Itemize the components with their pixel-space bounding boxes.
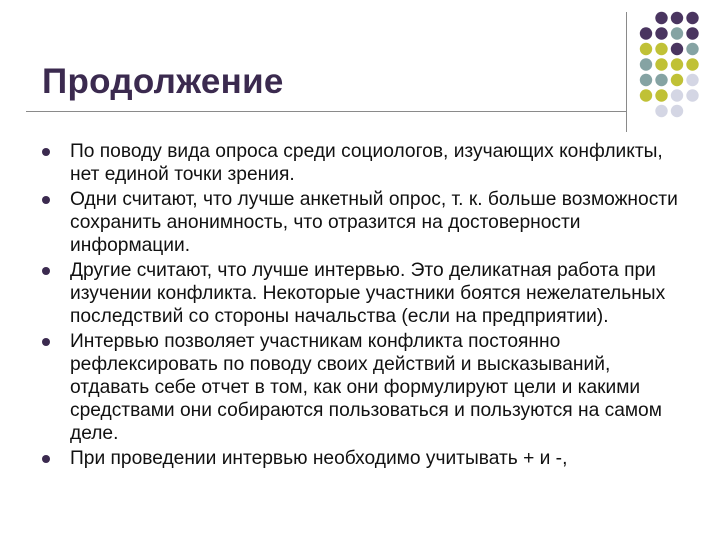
bullet-text: Другие считают, что лучше интервью. Это деликатная работа при изучении конфликта. Некоторые участники боятся нежелательных последствий со стороны начальства (если на предприятии). — [70, 260, 666, 327]
decorative-dot — [671, 74, 683, 86]
bullet-list — [42, 140, 692, 470]
decorative-dot — [640, 27, 652, 39]
bullet-icon — [42, 196, 50, 204]
decorative-dot — [655, 43, 667, 55]
decorative-dot — [640, 58, 652, 70]
bullet-text: Интервью позволяет участникам конфликта постоянно рефлексировать по поводу своих действий и высказываний, отдавать себе отчет в том, как они формулируют цели и какими средствами они собираются пользоваться и пользуются на самом деле. — [70, 331, 662, 444]
decorative-dot — [640, 43, 652, 55]
decorative-dot — [686, 89, 698, 101]
decorative-dot — [640, 74, 652, 86]
decorative-dot — [686, 74, 698, 86]
bullet-text: Одни считают, что лучше анкетный опрос, т. к. больше возможности сохранить анонимность, что отразится на достоверности информации. — [70, 189, 678, 256]
slide-title: Продолжение — [42, 62, 284, 101]
bullet-icon — [42, 148, 50, 156]
bullet-icon — [42, 267, 50, 275]
bullet-text: При проведении интервью необходимо учитывать + и -, — [70, 448, 568, 469]
decorative-dot — [655, 27, 667, 39]
bullet-item — [42, 140, 692, 186]
dot-grid-svg — [636, 10, 720, 120]
decorative-dot — [671, 58, 683, 70]
decorative-dot — [671, 105, 683, 117]
decorative-dot-grid — [636, 10, 720, 120]
decorative-dot — [671, 89, 683, 101]
bullet-icon — [42, 338, 50, 346]
bullet-item — [42, 188, 692, 257]
decorative-dot — [671, 27, 683, 39]
decorative-dot — [655, 12, 667, 24]
decorative-dot — [686, 43, 698, 55]
bullet-item — [42, 330, 692, 445]
decorative-dot — [686, 27, 698, 39]
decorative-dot — [640, 89, 652, 101]
horizontal-divider — [26, 111, 626, 112]
bullet-text: По поводу вида опроса среди социологов, изучающих конфликты, нет единой точки зрения. — [70, 141, 663, 185]
vertical-divider — [626, 12, 627, 132]
bullet-item — [42, 259, 692, 328]
decorative-dot — [686, 12, 698, 24]
decorative-dot — [671, 12, 683, 24]
decorative-dot — [686, 58, 698, 70]
decorative-dot — [655, 74, 667, 86]
decorative-dot — [671, 43, 683, 55]
bullet-item — [42, 447, 692, 470]
bullet-icon — [42, 455, 50, 463]
decorative-dot — [655, 58, 667, 70]
slide-content — [42, 140, 692, 470]
decorative-dot — [655, 89, 667, 101]
decorative-dot — [655, 105, 667, 117]
